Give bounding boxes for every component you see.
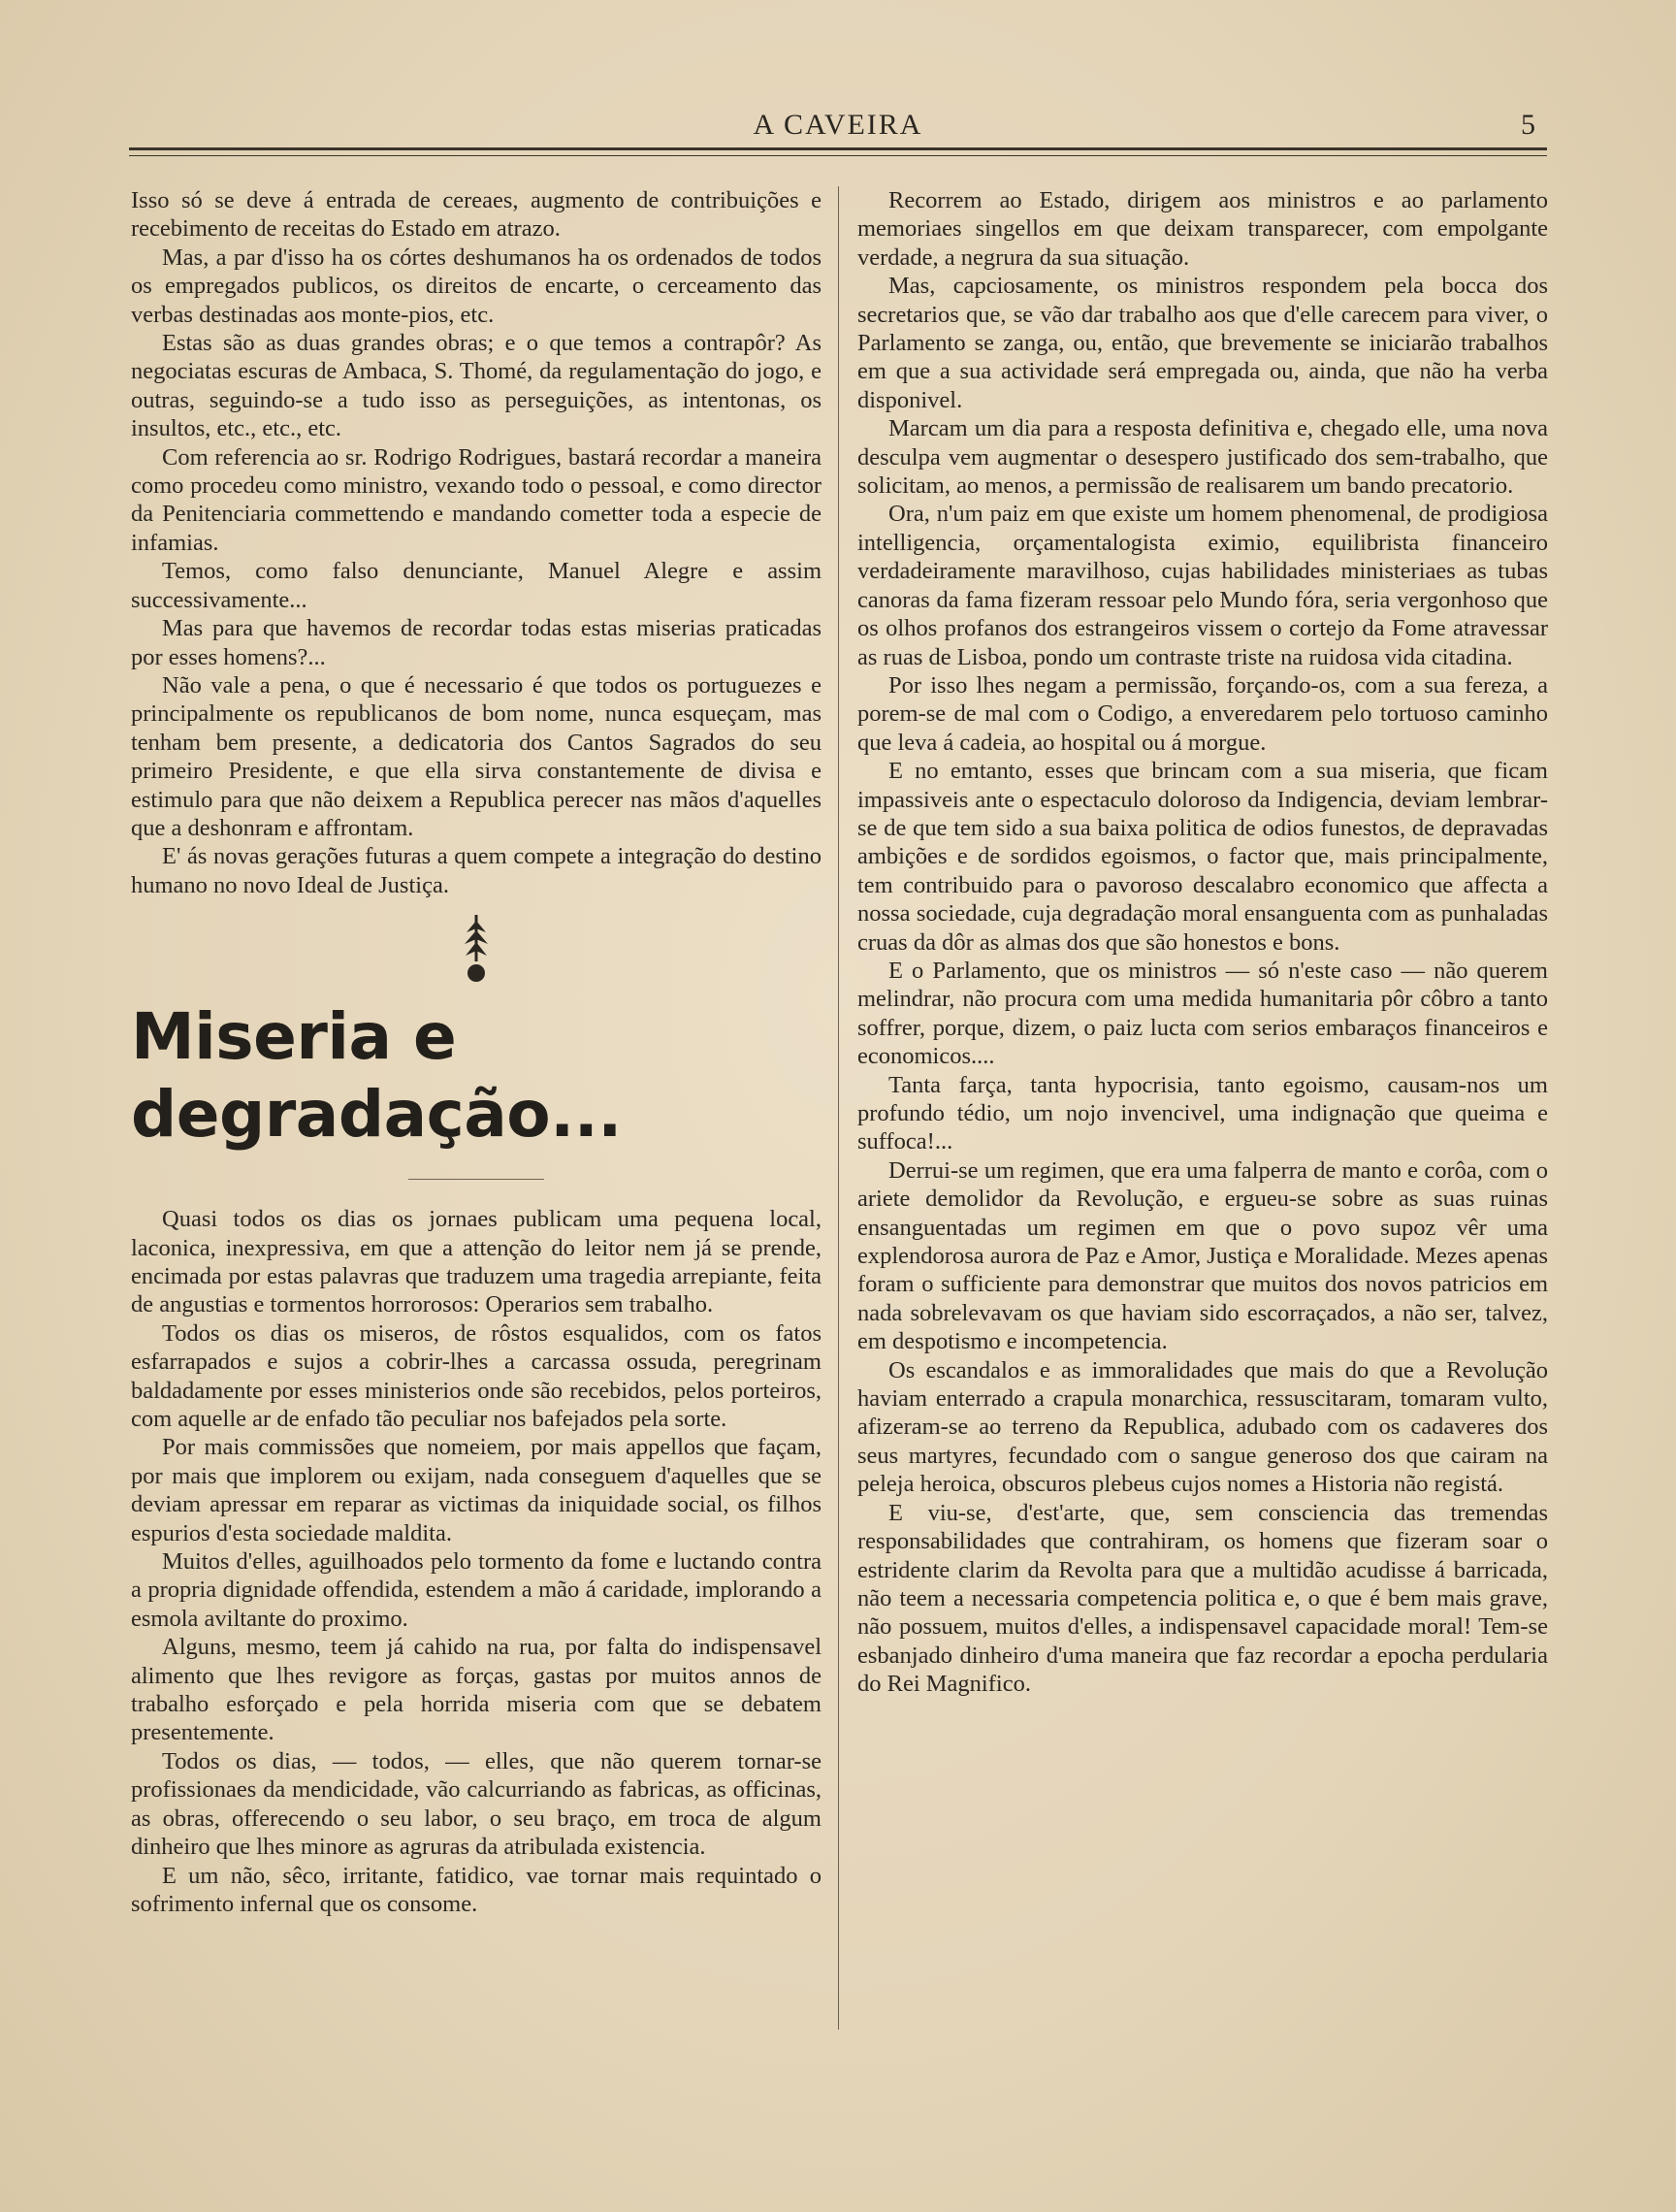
page-number: 5 [1521,109,1535,141]
paragraph: E viu-se, d'est'arte, que, sem consciencia das tremendas responsabilidades que contrahiram, os homens que fizeram soar o estridente clarim da Revolta para que a multidão acudisse á barricada, não teem a necessaria competencia politica e, o que é bem mais grave, não possuem, muitos d'elles, a indispensavel capacidade moral! Tem-se esbanjado dinheiro d'uma maneira que faz recordar a epocha perdularia do Rei Magnifico. [857,1499,1548,1698]
paragraph: Ora, n'um paiz em que existe um homem phenomenal, de prodigiosa intelligencia, orçamentalogista eximio, equilibrista financeiro verdadeiramente maravilhoso, cujas habilidades ministeriaes as tubas canoras da fama fizeram ressoar pelo Mundo fóra, seria vergonhoso que os olhos profanos dos estrangeiros vissem o cortejo da Fome atravessar as ruas de Lisboa, pondo um contraste triste na ruidosa vida citadina. [857,501,1548,670]
paragraph: Com referencia ao sr. Rodrigo Rodrigues, bastará recordar a maneira como procedeu como ministro, vexando todo o pessoal, e como director da Penitenciaria commettendo e mandando cometter toda a especie de infamias. [131,443,822,556]
paragraph: Alguns, mesmo, teem já cahido na rua, por falta do indispensavel alimento que lhes revigore as forças, gastas por muitos annos de trabalho esforçado e pela horrida miseria com que se debatem presentemente. [131,1634,822,1746]
paragraph: Isso só se deve á entrada de cereaes, augmento de contribuições e recebimento de receitas do Estado em atrazo. [131,187,822,243]
header-rule [129,147,1547,156]
floral-ornament-icon [459,913,494,989]
paragraph: E no emtanto, esses que brincam com a sua miseria, que ficam impassiveis ante o espectaculo doloroso da Indigencia, deviam lembrar-se de que tem sido a sua baixa politica de odios funestos, de depravadas ambições e de sordidos egoismos, o factor que, mais principalmente, tem contribuido para o pavoroso descalabro economico que affecta a nossa sociedade, cuja degradação moral ensanguenta com as punhaladas cruas da dôr as almas dos que são honestos e bons. [857,758,1548,956]
paragraph: Todos os dias os miseros, de rôstos esqualidos, com os fatos esfarrapados e sujos a cobrir-lhes a carcassa ossuda, peregrinam baldadamente por esses ministerios onde são recebidos, pelos porteiros, com aquelle ar de enfado tão peculiar nos bafejados pela sorte. [131,1319,822,1432]
paragraph: Por isso lhes negam a permissão, forçando-os, com a sua fereza, a porem-se de mal com o Codigo, a enveredarem pelo tortuoso caminho que leva á cadeia, ao hospital ou á morgue. [857,671,1548,756]
paragraph: Todos os dias, — todos, — elles, que não querem tornar-se profissionaes da mendicidade, vão calcurriando as fabricas, as officinas, as obras, offerecendo o seu labor, o seu braço, em troca de algum dinheiro que lhes minore as agruras da atribulada existencia. [131,1747,822,1861]
article-title: Miseria e degradação... [131,999,622,1153]
page-header [129,109,1547,155]
paragraph: Por mais commissões que nomeiem, por mais appellos que façam, por mais que implorem ou exijam, nada conseguem d'aquelles que se deviam apressar em reparar as victimas da iniquidade social, os filhos espurios d'esta sociedade maldita. [131,1434,822,1546]
paragraph: Não vale a pena, o que é necessario é que todos os portuguezes e principalmente os republicanos de bom nome, nunca esqueçam, mas tenham bem presente, a dedicatoria dos Cantos Sagrados do seu primeiro Presidente, e que ella sirva constantemente de divisa e estimulo para que não deixem a Republica perecer nas mãos d'aquelles que a deshonram e affrontam. [131,671,822,841]
right-column [857,186,1548,1699]
paragraph: Mas, a par d'isso ha os córtes deshumanos ha os ordenados de todos os empregados publicos, os direitos de encarte, o cerceamento das verbas destinadas aos monte-pios, etc. [131,244,822,328]
paragraph: Estas são as duas grandes obras; e o que temos a contrapôr? As negociatas escuras de Ambaca, S. Thomé, da regulamentação do jogo, e outras, seguindo-se a tudo isso as perseguições, as intentonas, os insultos, etc., etc., etc. [131,330,822,442]
paragraph: Temos, como falso denunciante, Manuel Alegre e assim successivamente... [131,558,822,613]
paragraph: E um não, sêco, irritante, fatidico, vae tornar mais requintado o sofrimento infernal que os consome. [131,1862,822,1917]
paragraph: Mas para que havemos de recordar todas estas miserias praticadas por esses homens?... [131,615,822,670]
paragraph: Derrui-se um regimen, que era uma falperra de manto e corôa, com o ariete demolidor da Revolução, e ergueu-se sobre as suas ruinas ensanguentadas um regimen em que o povo supoz vêr uma explendorosa aurora de Paz e Amor, Justiça e Moralidade. Mezes apenas foram o sufficiente para demonstrar que muitos dos novos patricios em nada sobrelevavam os que haviam sido escorraçados, a não ser, talvez, em despotismo e incompetencia. [857,1156,1548,1355]
paragraph: E' ás novas gerações futuras a quem compete a integração do destino humano no novo Ideal de Justiça. [131,843,822,898]
left-column [131,186,822,1918]
paragraph: Recorrem ao Estado, dirigem aos ministros e ao parlamento memoriaes singellos em que deixam transparecer, com empolgante verdade, a negrura da sua situação. [857,187,1548,271]
paragraph: Tanta farça, tanta hypocrisia, tanto egoismo, causam-nos um profundo tédio, um nojo invencivel, uma indignação que queima e suffoca!... [857,1071,1548,1155]
paragraph: Mas, capciosamente, os ministros respondem pela bocca dos secretarios que, se vão dar trabalho aos que d'elle carecem para viver, o Parlamento se zanga, ou, então, que brevemente se iniciarão trabalhos em que a sua actividade será empregada ou, ainda, que não ha verba disponivel. [857,273,1548,413]
paragraph: Quasi todos os dias os jornaes publicam uma pequena local, laconica, inexpressiva, em que a attenção do leitor nem já se prende, encimada por estas palavras que traduzem uma tragedia arrepiante, feita de angustias e tormentos horrorosos: Operarios sem trabalho. [131,1206,822,1318]
paragraph: Os escandalos e as immoralidades que mais do que a Revolução haviam enterrado a crapula monarchica, ressuscitaram, tomaram vulto, afizeram-se ao terreno da Republica, adubado com os cadaveres dos seus martyres, fecundado com o sangue generoso dos que cairam na peleja heroica, obscuros plebeus cujos nomes a Historia não registá. [857,1356,1548,1498]
paragraph: Muitos d'elles, aguilhoados pelo tormento da fome e luctando contra a propria dignidade offendida, estendem a mão á caridade, implorando a esmola aviltante do proximo. [131,1548,822,1632]
title-rule [408,1179,544,1180]
paragraph: E o Parlamento, que os ministros — só n'este caso — não querem melindrar, não procura com uma medida humanitaria pôr côbro a tanto soffrer, porque, dizem, o paiz lucta com serios embaraços financeiros e economicos.... [857,957,1548,1070]
column-divider [838,186,839,2030]
paragraph: Marcam um dia para a resposta definitiva e, chegado elle, uma nova desculpa vem augmentar o desespero justificado dos sem-trabalho, que solicitam, ao menos, a permissão de realisarem um bando precatorio. [857,415,1548,500]
running-title: A CAVEIRA [753,109,923,141]
